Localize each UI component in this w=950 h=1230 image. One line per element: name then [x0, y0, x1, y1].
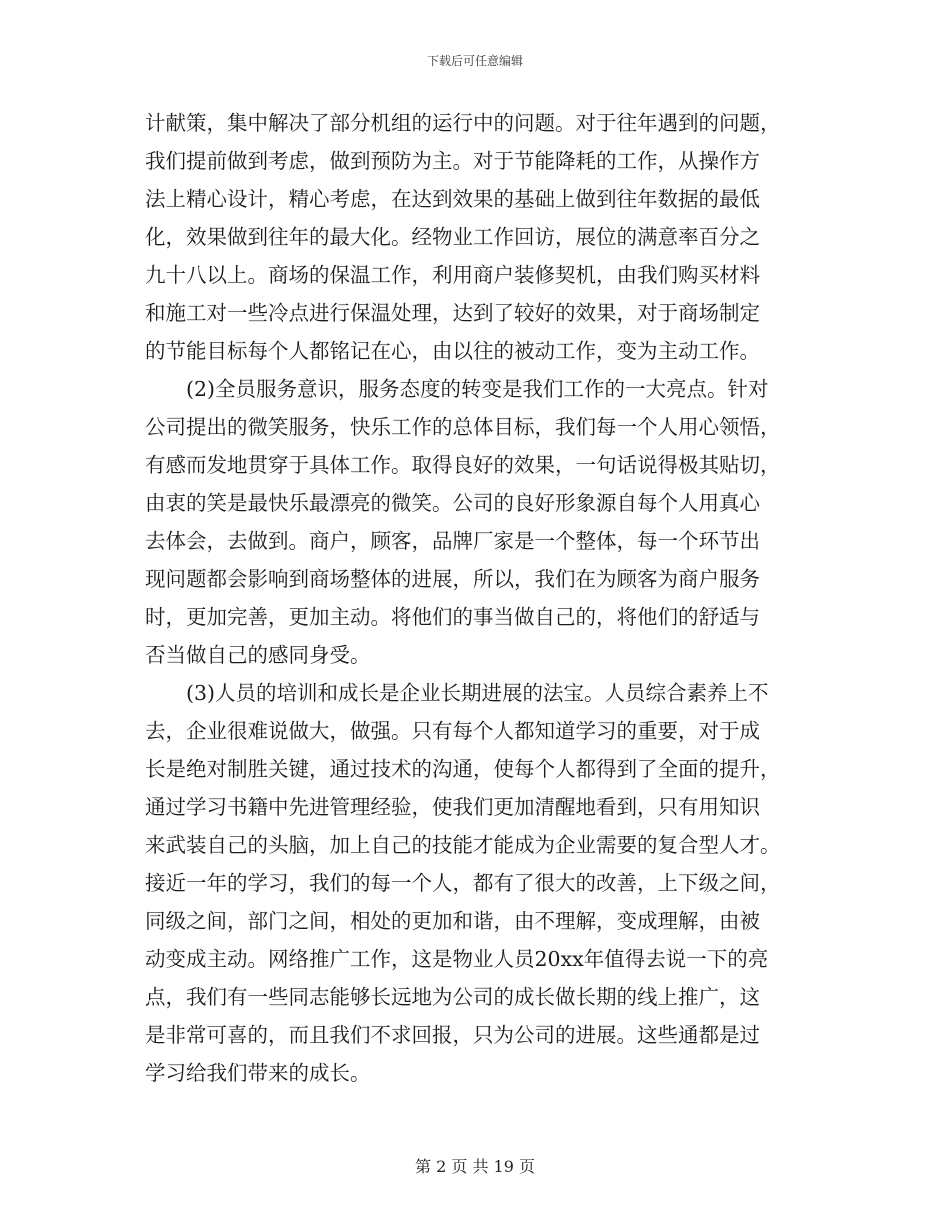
text-line: 来武装自己的头脑，加上自己的技能才能成为企业需要的复合型人才。 [145, 833, 781, 857]
text-line: 由衷的笑是最快乐最漂亮的微笑。公司的良好形象源自每个人用真心 [145, 491, 760, 515]
text-line: 动变成主动。网络推广工作，这是物业人员20xx年值得去说一下的亮 [145, 947, 769, 971]
text-line: 接近一年的学习，我们的每一个人，都有了很大的改善，上下级之间， [145, 871, 781, 895]
text-line: 同级之间，部门之间，相处的更加和谐，由不理解，变成理解，由被 [145, 909, 760, 933]
page-footer: 第 2 页 共 19 页 [415, 1157, 535, 1176]
text-line: 有感而发地贯穿于具体工作。取得良好的效果，一句话说得极其贴切， [145, 453, 781, 477]
text-line: 时，更加完善，更加主动。将他们的事当做自己的，将他们的舒适与 [145, 605, 760, 629]
text-line: 和施工对一些冷点进行保温处理，达到了较好的效果，对于商场制定 [145, 301, 760, 325]
text-line: 我们提前做到考虑，做到预防为主。对于节能降耗的工作，从操作方 [145, 149, 760, 173]
text-line: 学习给我们带来的成长。 [145, 1061, 371, 1085]
text-line: 通过学习书籍中先进管理经验，使我们更加清醒地看到，只有用知识 [145, 795, 760, 819]
text-line: 去，企业很难说做大，做强。只有每个人都知道学习的重要，对于成 [145, 719, 760, 743]
text-line: 计献策，集中解决了部分机组的运行中的问题。对于往年遇到的问题， [145, 111, 781, 135]
text-line: 点，我们有一些同志能够长远地为公司的成长做长期的线上推广，这 [145, 985, 760, 1009]
text-line: 是非常可喜的，而且我们不求回报，只为公司的进展。这些通都是过 [145, 1023, 760, 1047]
text-line: 的节能目标每个人都铭记在心，由以往的被动工作，变为主动工作。 [145, 339, 760, 363]
text-line: 九十八以上。商场的保温工作，利用商户装修契机，由我们购买材料 [145, 263, 760, 287]
page-header: 下载后可任意编辑 [426, 54, 523, 68]
text-line: 去体会，去做到。商户，顾客，品牌厂家是一个整体，每一个环节出 [145, 529, 760, 553]
paragraph-2-start: (2)全员服务意识，服务态度的转变是我们工作的一大亮点。针对 [186, 377, 769, 401]
text-line: 否当做自己的感同身受。 [145, 643, 371, 667]
text-line: 现问题都会影响到商场整体的进展，所以，我们在为顾客为商户服务 [145, 567, 760, 591]
paragraph-3-start: (3)人员的培训和成长是企业长期进展的法宝。人员综合素养上不 [186, 681, 769, 705]
text-line: 化，效果做到往年的最大化。经物业工作回访，展位的满意率百分之 [145, 225, 760, 249]
text-line: 公司提出的微笑服务，快乐工作的总体目标，我们每一个人用心领悟， [145, 415, 781, 439]
text-line: 法上精心设计，精心考虑，在达到效果的基础上做到往年数据的最低 [145, 187, 760, 211]
document-body [145, 104, 805, 1092]
text-line: 长是绝对制胜关键，通过技术的沟通，使每个人都得到了全面的提升， [145, 757, 781, 781]
